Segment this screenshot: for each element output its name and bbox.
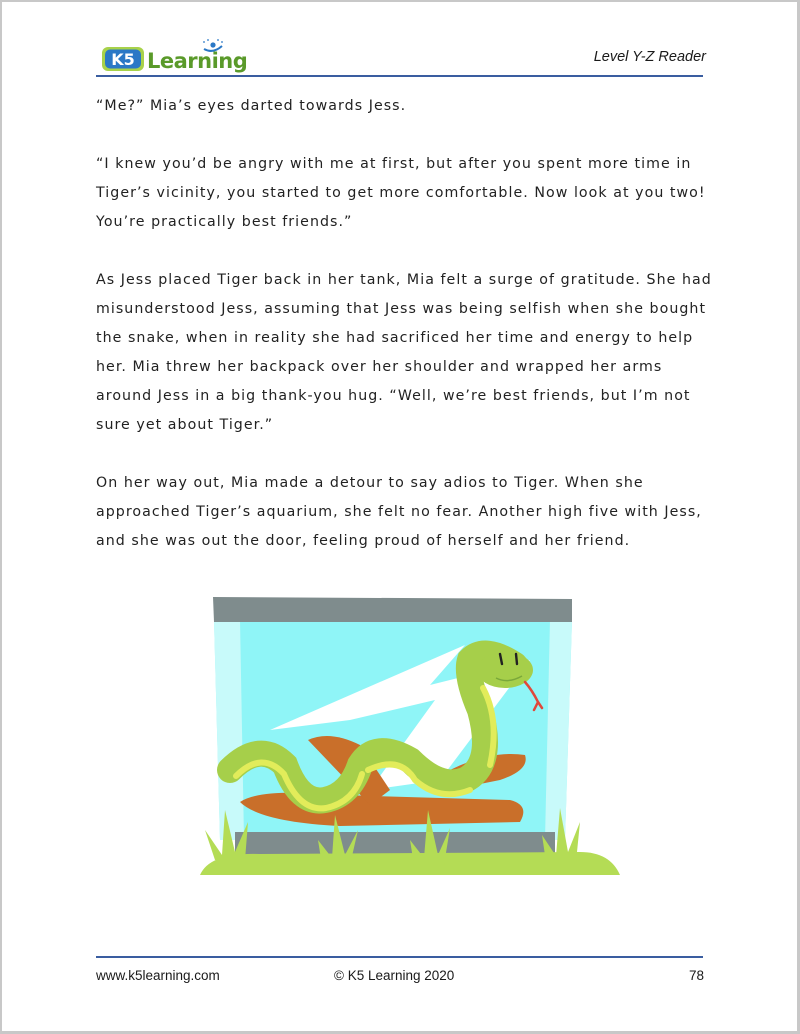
snake-aquarium-illustration (200, 590, 620, 875)
reader-level-title: Level Y-Z Reader (593, 49, 706, 65)
story-paragraph: As Jess placed Tiger back in her tank, Mia felt a surge of gratitude. She had misunderstood Jess, assuming that Jess was being selfish when she bought the snake, when in reality she had sacrificed her time and energy to help her. Mia threw her backpack over her shoulder and wrapped her arms around Jess in a big thank-you hug. “Well, we’re best friends, but I’m not sure yet about Tiger.” (96, 272, 712, 433)
k5-learning-logo (100, 38, 250, 74)
footer-rule (96, 956, 703, 958)
website-link[interactable]: www.k5learning.com (96, 968, 220, 983)
page-number: 78 (688, 968, 704, 983)
story-paragraph: “I knew you’d be angry with me at first, but after you spent more time in Tiger’s vicinity, you started to get more comfortable. Now look at you two! You’re practically best friends.” (96, 156, 706, 230)
story-text (96, 92, 716, 585)
logo-word-text: Learning (147, 49, 248, 73)
page-footer (96, 968, 706, 988)
story-paragraph: “Me?” Mia’s eyes darted towards Jess. (96, 98, 407, 114)
logo-badge-text: K5 (111, 50, 135, 69)
copyright-text: © K5 Learning 2020 (334, 968, 455, 983)
story-paragraph: On her way out, Mia made a detour to say adios to Tiger. When she approached Tiger’s aquarium, she felt no fear. Another high five with Jess, and she was out the door, feeling proud of herself and her friend. (96, 475, 702, 549)
snake-eye-icon (516, 654, 517, 664)
page-header (96, 36, 706, 76)
header-rule (96, 75, 703, 77)
